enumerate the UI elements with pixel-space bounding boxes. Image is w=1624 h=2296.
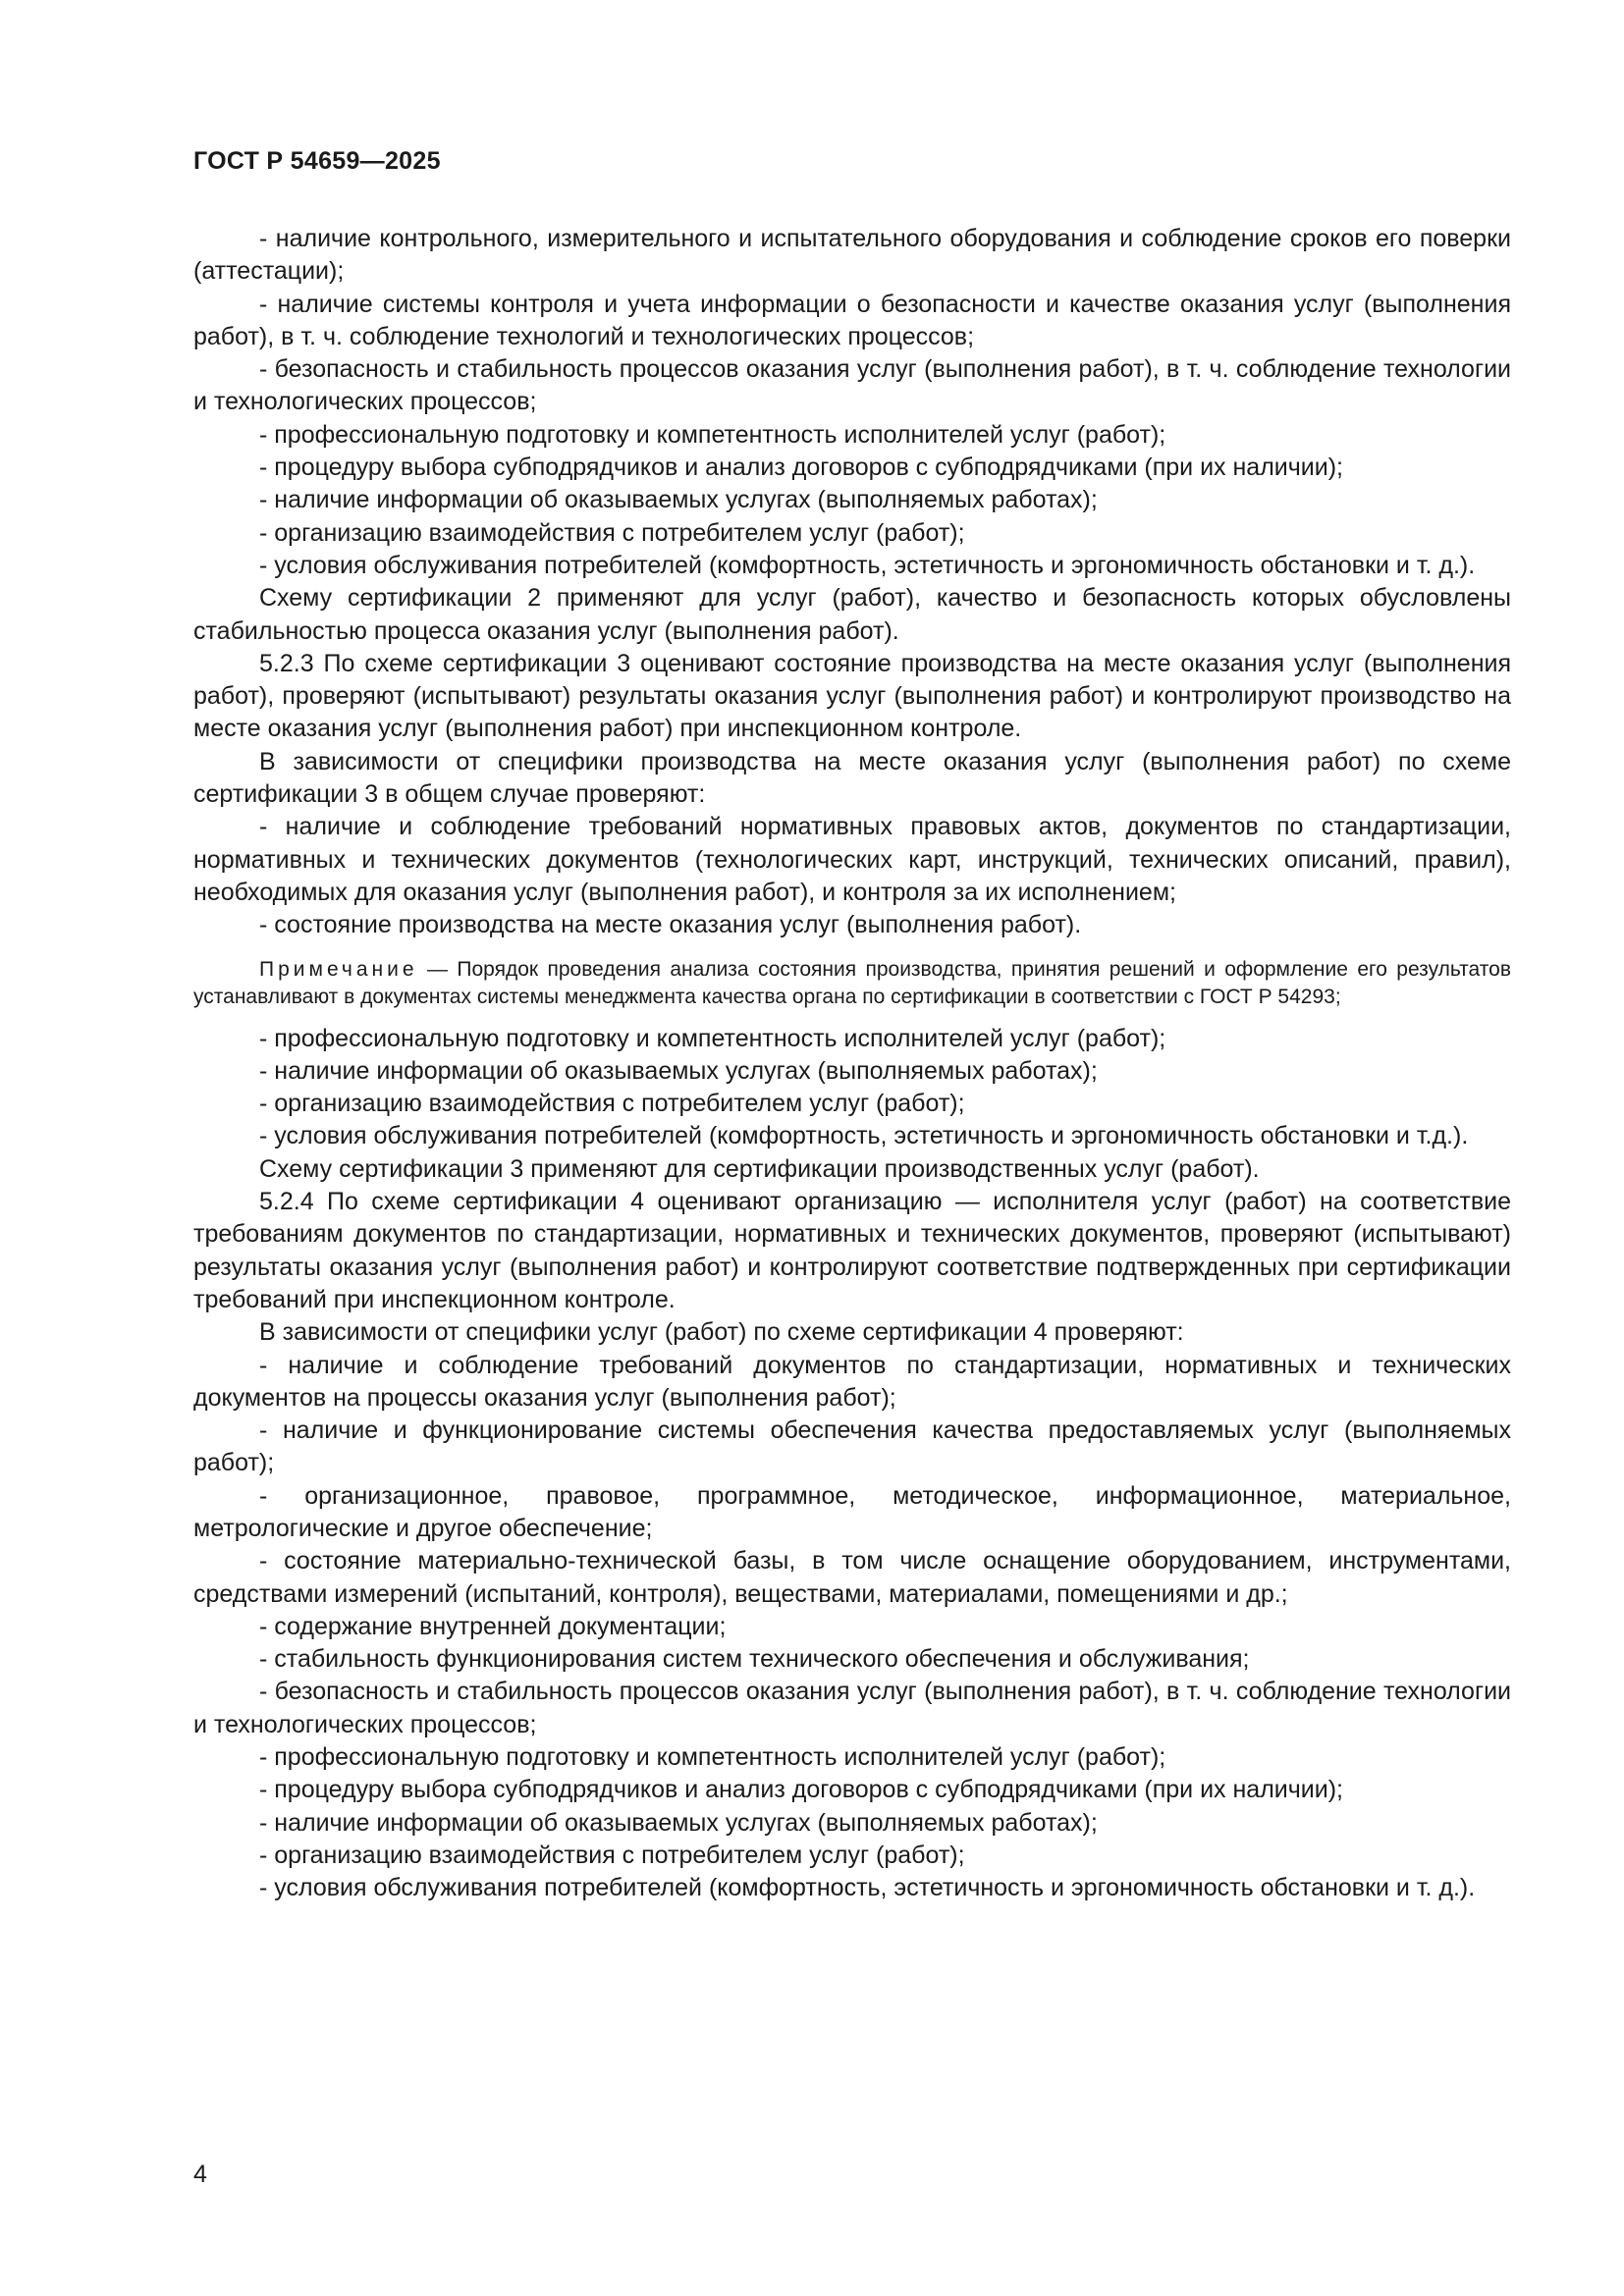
paragraph: - условия обслуживания потребителей (комфортность, эстетичность и эргономичность обстановки и т.д.). — [259, 1122, 1469, 1150]
paragraph: - наличие и соблюдение требований нормативных правовых актов, документов по стандартизации, нормативных и технических документов (технологических карт, инструкций, технических описаний, правил), необходимых для оказания услуг (выполнения работ), и контроля за их исполнением; — [193, 813, 1511, 906]
paragraph: - наличие и соблюдение требований документов по стандартизации, нормативных и технических документов на процессы оказания услуг (выполнения работ); — [193, 1351, 1511, 1412]
paragraph: - условия обслуживания потребителей (комфортность, эстетичность и эргономичность обстановки и т. д.). — [259, 1874, 1476, 1902]
note-text: — Порядок проведения анализа состояния производства, принятия решений и оформление его результатов устанавливают в документах системы менеджмента качества органа по сертификации в соответствии с ГОСТ Р 54293; — [193, 957, 1511, 1008]
body-text — [193, 223, 1511, 1905]
paragraph: В зависимости от специфики производства на месте оказания услуг (выполнения работ) по схеме сертификации 3 в общем случае проверяют: — [193, 747, 1511, 809]
page-number: 4 — [193, 2161, 207, 2188]
paragraph: - организацию взаимодействия с потребителем услуг (работ); — [259, 1090, 965, 1118]
paragraph: Схему сертификации 3 применяют для сертификации производственных услуг (работ). — [259, 1154, 1260, 1183]
paragraph: - наличие информации об оказываемых услугах (выполняемых работах); — [259, 1808, 1098, 1837]
paragraph: - состояние материально-технической базы, в том числе оснащение оборудованием, инструментами, средствами измерений (испытаний, контроля), веществами, материалами, помещениями и др.; — [193, 1547, 1511, 1608]
paragraph: - профессиональную подготовку и компетентность исполнителей услуг (работ); — [259, 420, 1166, 449]
paragraph: - содержание внутренней документации; — [259, 1612, 727, 1640]
paragraph: - организацию взаимодействия с потребителем услуг (работ); — [259, 1841, 965, 1869]
page-header: ГОСТ Р 54659—2025 — [193, 147, 441, 175]
paragraph: - профессиональную подготовку и компетентность исполнителей услуг (работ); — [259, 1024, 1166, 1052]
paragraph: - безопасность и стабильность процессов оказания услуг (выполнения работ), в т. ч. соблюдение технологии и технологических процессов; — [193, 355, 1511, 416]
paragraph: Схему сертификации 2 применяют для услуг (работ), качество и безопасность которых обусловлены стабильностью процесса оказания услуг (выполнения работ). — [193, 584, 1511, 645]
paragraph: - безопасность и стабильность процессов оказания услуг (выполнения работ), в т. ч. соблюдение технологии и технологических процессов; — [193, 1678, 1511, 1738]
paragraph: В зависимости от специфики услуг (работ) по схеме сертификации 4 проверяют: — [259, 1318, 1184, 1347]
paragraph: 5.2.3 По схеме сертификации 3 оценивают состояние производства на месте оказания услуг (выполнения работ), проверяют (испытывают) результаты оказания услуг (выполнения работ) и контролируют производство на месте оказания услуг (выполнения работ) при инспекционном контроле. — [193, 649, 1511, 743]
paragraph: - наличие информации об оказываемых услугах (выполняемых работах); — [259, 486, 1098, 514]
paragraph: - процедуру выбора субподрядчиков и анализ договоров с субподрядчиками (при их наличии); — [259, 454, 1343, 482]
paragraph: - организацию взаимодействия с потребителем услуг (работ); — [259, 518, 965, 547]
paragraph: - процедуру выбора субподрядчиков и анализ договоров с субподрядчиками (при их наличии); — [259, 1776, 1343, 1804]
paragraph: - состояние производства на месте оказания услуг (выполнения работ). — [259, 911, 1082, 939]
paragraph: - условия обслуживания потребителей (комфортность, эстетичность и эргономичность обстановки и т. д.). — [259, 551, 1476, 579]
note-label: Примечание — [259, 957, 418, 981]
paragraph: 5.2.4 По схеме сертификации 4 оценивают организацию — исполнителя услуг (работ) на соответствие требованиям документов по стандартизации, нормативных и технических документов, проверяют (испытывают) результаты оказания услуг (выполнения работ) и контролируют соответствие подтвержденных при сертификации требований при инспекционном контроле. — [193, 1188, 1511, 1313]
paragraph: - наличие информации об оказываемых услугах (выполняемых работах); — [259, 1056, 1098, 1085]
paragraph: - профессиональную подготовку и компетентность исполнителей услуг (работ); — [259, 1743, 1166, 1772]
paragraph: - наличие системы контроля и учета информации о безопасности и качестве оказания услуг (выполнения работ), в т. ч. соблюдение технологий и технологических процессов; — [193, 290, 1511, 350]
note — [193, 956, 1511, 1011]
paragraph: - организационное, правовое, программное, методическое, информационное, материальное, метрологические и другое обеспечение; — [193, 1481, 1511, 1542]
paragraph: - наличие и функционирование системы обеспечения качества предоставляемых услуг (выполняемых работ); — [193, 1416, 1511, 1477]
paragraph: - наличие контрольного, измерительного и испытательного оборудования и соблюдение сроков его поверки (аттестации); — [193, 225, 1511, 286]
paragraph: - стабильность функционирования систем технического обеспечения и обслуживания; — [259, 1645, 1250, 1674]
